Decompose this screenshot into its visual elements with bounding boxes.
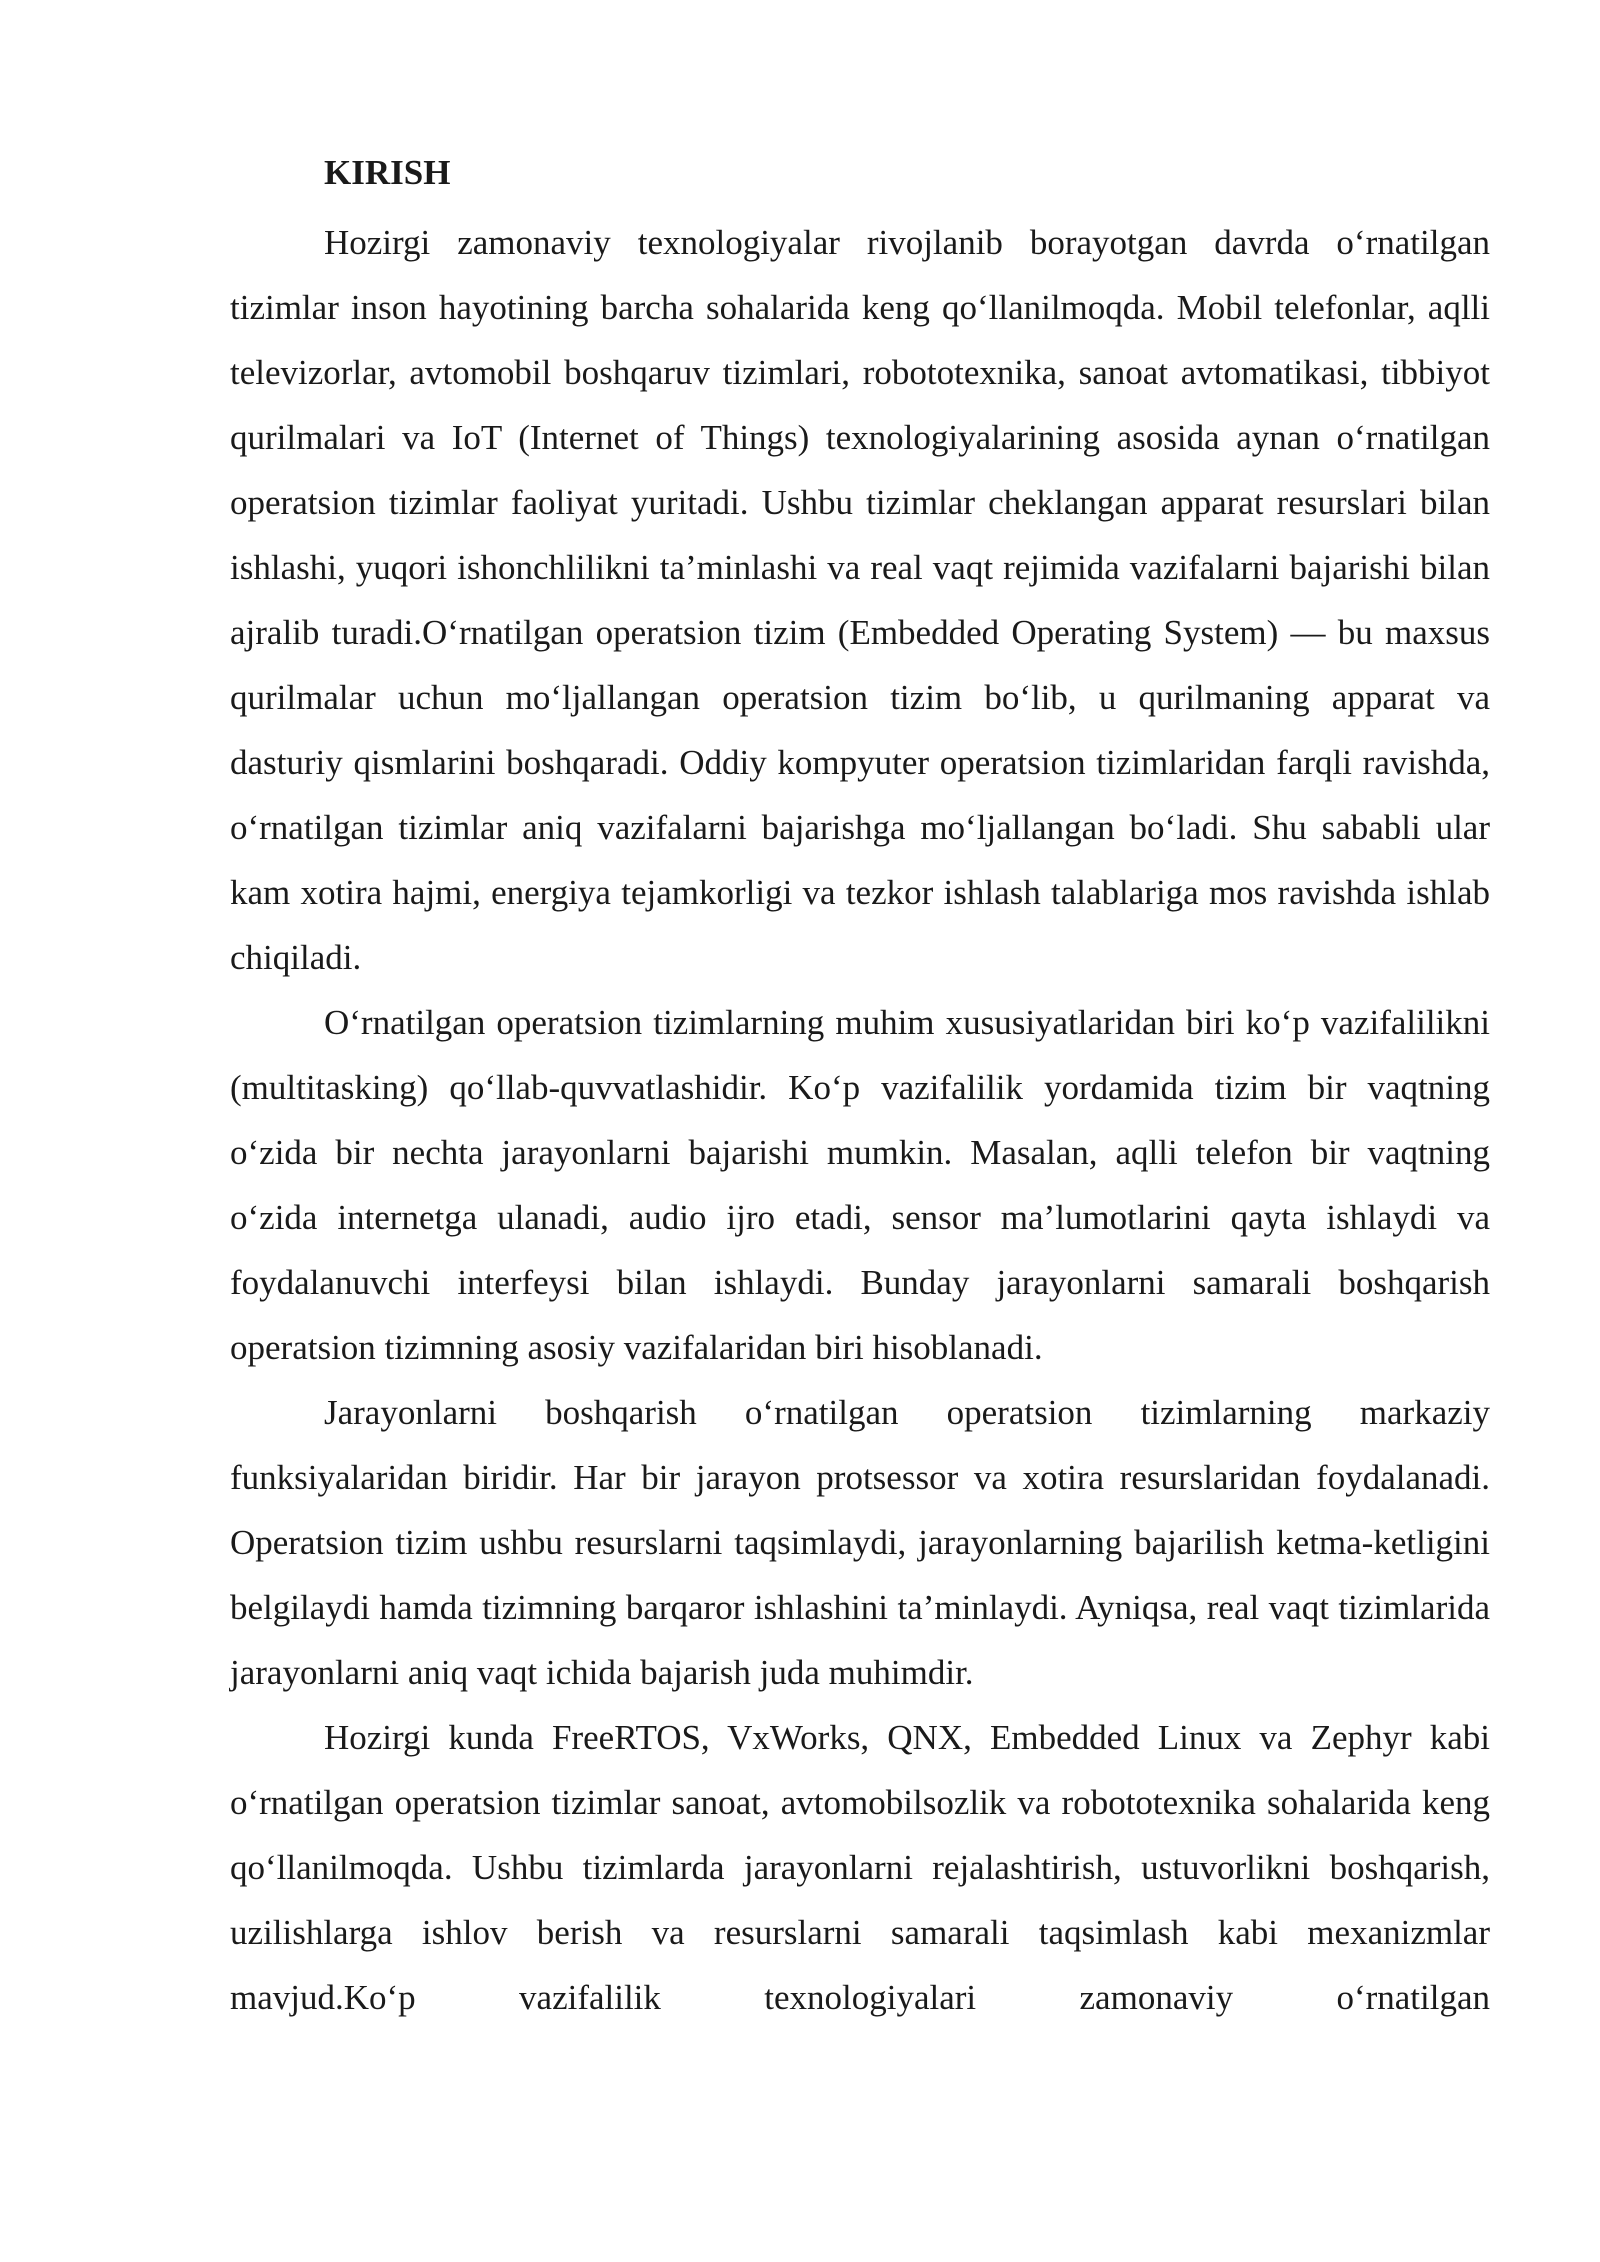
paragraph-3: Jarayonlarni boshqarish o‘rnatilgan operatsion tizimlarning markaziy funksiyalaridan biridir. Har bir jarayon protsessor va xotira resurslaridan foydalanadi. Operatsion tizim ushbu resurslarni taqsimlaydi, jarayonlarning bajarilish ketma-ketligini belgilaydi hamda tizimning barqaror ishlashini ta’minlaydi. Ayniqsa, real vaqt tizimlarida jarayonlarni aniq vaqt ichida bajarish juda muhimdir. — [230, 1393, 1490, 1692]
paragraph-4: Hozirgi kunda FreeRTOS, VxWorks, QNX, Embedded Linux va Zephyr kabi o‘rnatilgan operatsion tizimlar sanoat, avtomobilsozlik va robototexnika sohalarida keng qo‘llanilmoqda. Ushbu tizimlarda jarayonlarni rejalashtirish, ustuvorlikni boshqarish, uzilishlarga ishlov berish va resurslarni samarali taqsimlash kabi mexanizmlar mavjud.Ko‘p vazifalilik texnologiyalari zamonaviy o‘rnatilgan — [230, 1718, 1490, 2017]
paragraph-2: O‘rnatilgan operatsion tizimlarning muhim xususiyatlaridan biri ko‘p vazifalilikni (multitasking) qo‘llab-quvvatlashidir. Ko‘p vazifalilik yordamida tizim bir vaqtning o‘zida bir nechta jarayonlarni bajarishi mumkin. Masalan, aqlli telefon bir vaqtning o‘zida internetga ulanadi, audio ijro etadi, sensor ma’lumotlarini qayta ishlaydi va foydalanuvchi interfeysi bilan ishlaydi. Bunday jarayonlarni samarali boshqarish operatsion tizimning asosiy vazifalaridan biri hisoblanadi. — [230, 1003, 1490, 1367]
section-heading: KIRISH — [324, 153, 451, 192]
paragraph-1: Hozirgi zamonaviy texnologiyalar rivojlanib borayotgan davrda o‘rnatilgan tizimlar inson hayotining barcha sohalarida keng qo‘llanilmoqda. Mobil telefonlar, aqlli televizorlar, avtomobil boshqaruv tizimlari, robototexnika, sanoat avtomatikasi, tibbiyot qurilmalari va IoT (Internet of Things) texnologiyalarining asosida aynan o‘rnatilgan operatsion tizimlar faoliyat yuritadi. Ushbu tizimlar cheklangan apparat resurslari bilan ishlashi, yuqori ishonchlilikni ta’minlashi va real vaqt rejimida vazifalarni bajarishi bilan ajralib turadi.O‘rnatilgan operatsion tizim (Embedded Operating System) — bu maxsus qurilmalar uchun mo‘ljallangan operatsion tizim bo‘lib, u qurilmaning apparat va dasturiy qismlarini boshqaradi. Oddiy kompyuter operatsion tizimlaridan farqli ravishda, o‘rnatilgan tizimlar aniq vazifalarni bajarishga mo‘ljallangan bo‘ladi. Shu sababli ular kam xotira hajmi, energiya tejamkorligi va tezkor ishlash talablariga mos ravishda ishlab chiqiladi. — [230, 223, 1490, 977]
document-body — [230, 148, 1490, 2030]
